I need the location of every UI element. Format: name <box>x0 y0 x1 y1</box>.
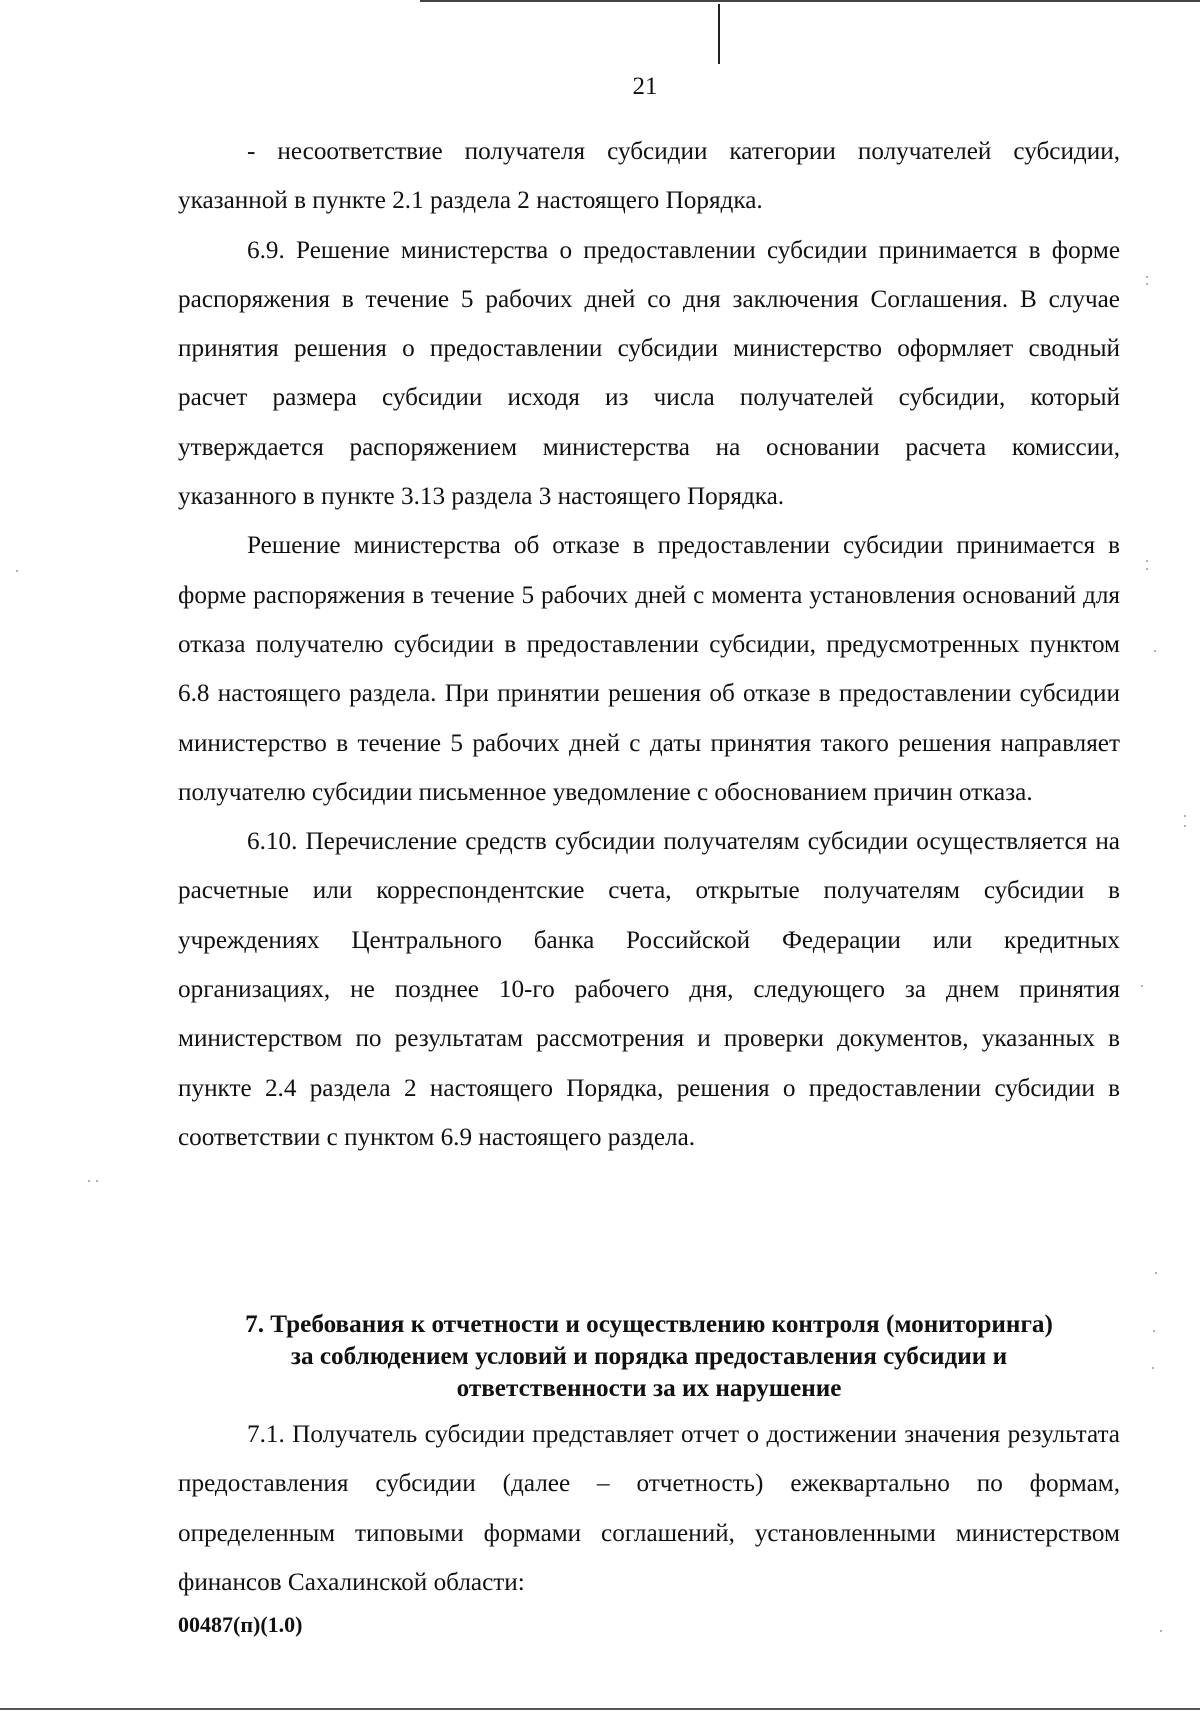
scan-speck <box>1152 1367 1154 1369</box>
paragraph: - несоответствие получателя субсидии категории получателей субсидии, указанной в пункте 2.1 раздела 2 настоящего Порядка. <box>178 138 1120 215</box>
scan-speck <box>16 570 18 572</box>
page-number: 21 <box>632 73 658 100</box>
paragraph: 7.1. Получатель субсидии представляет отчет о достижении значения результата предоставления субсидии (далее – отчетность) ежеквартально по формам, определенным типовыми формами соглашений, установленными министерством финансов Сахалинской области: <box>178 1421 1120 1596</box>
scan-speck <box>1146 283 1148 285</box>
section-heading-line: за соблюдением условий и порядка предоставления субсидии и <box>290 1343 1008 1370</box>
paragraph: 6.10. Перечисление средств субсидии получателям субсидии осуществляется на расчетные или корреспондентские счета, открытые получателям субсидии в учреждениях Центрального банка Российской Федерации или кредитных организациях, не позднее 10-го рабочего дня, следующего за днем принятия министерством по результатам рассмотрения и проверки документов, указанных в пункте 2.4 раздела 2 настоящего Порядка, решения о предоставлении субсидии в соответствии с пунктом 6.9 настоящего раздела. <box>178 828 1120 1151</box>
scan-speck <box>1153 1330 1155 1332</box>
scan-speck <box>1146 568 1148 570</box>
scan-speck <box>1184 815 1186 817</box>
scan-speck <box>1184 825 1186 827</box>
scan-edge-top <box>420 0 1200 2</box>
scan-speck <box>1141 985 1143 987</box>
scan-mark <box>718 4 720 64</box>
scan-speck <box>1155 1272 1157 1274</box>
scan-speck <box>1146 560 1148 562</box>
section-heading-line: 7. Требования к отчетности и осуществлению контроля (мониторинга) <box>245 1311 1053 1338</box>
scan-edge-bottom <box>0 1708 1200 1710</box>
document-code: 00487(п)(1.0) <box>178 1612 303 1637</box>
section-heading-line: ответственности за их нарушение <box>456 1375 842 1402</box>
scan-speck <box>88 1180 90 1182</box>
scan-speck <box>1154 650 1156 652</box>
scan-speck <box>1160 1630 1162 1632</box>
section-heading <box>178 1309 1120 1405</box>
paragraph: Решение министерства об отказе в предоставлении субсидии принимается в форме распоряжения в течение 5 рабочих дней с момента установления оснований для отказа получателю субсидии в предоставлении субсидии, предусмотренных пунктом 6.8 настоящего раздела. При принятии решения об отказе в предоставлении субсидии министерство в течение 5 рабочих дней с даты принятия такого решения направляет получателю субсидии письменное уведомление с обоснованием причин отказа. <box>178 532 1120 806</box>
scan-speck <box>96 1180 98 1182</box>
paragraph: 6.9. Решение министерства о предоставлении субсидии принимается в форме распоряжения в течение 5 рабочих дней со дня заключения Соглашения. В случае принятия решения о предоставлении субсидии министерство оформляет сводный расчет размера субсидии исходя из числа получателей субсидии, который утверждается распоряжением министерства на основании расчета комиссии, указанного в пункте 3.13 раздела 3 настоящего Порядка. <box>178 236 1120 511</box>
document-body <box>178 127 1120 1162</box>
scan-speck <box>1146 276 1148 278</box>
document-body-continued <box>178 1410 1120 1607</box>
